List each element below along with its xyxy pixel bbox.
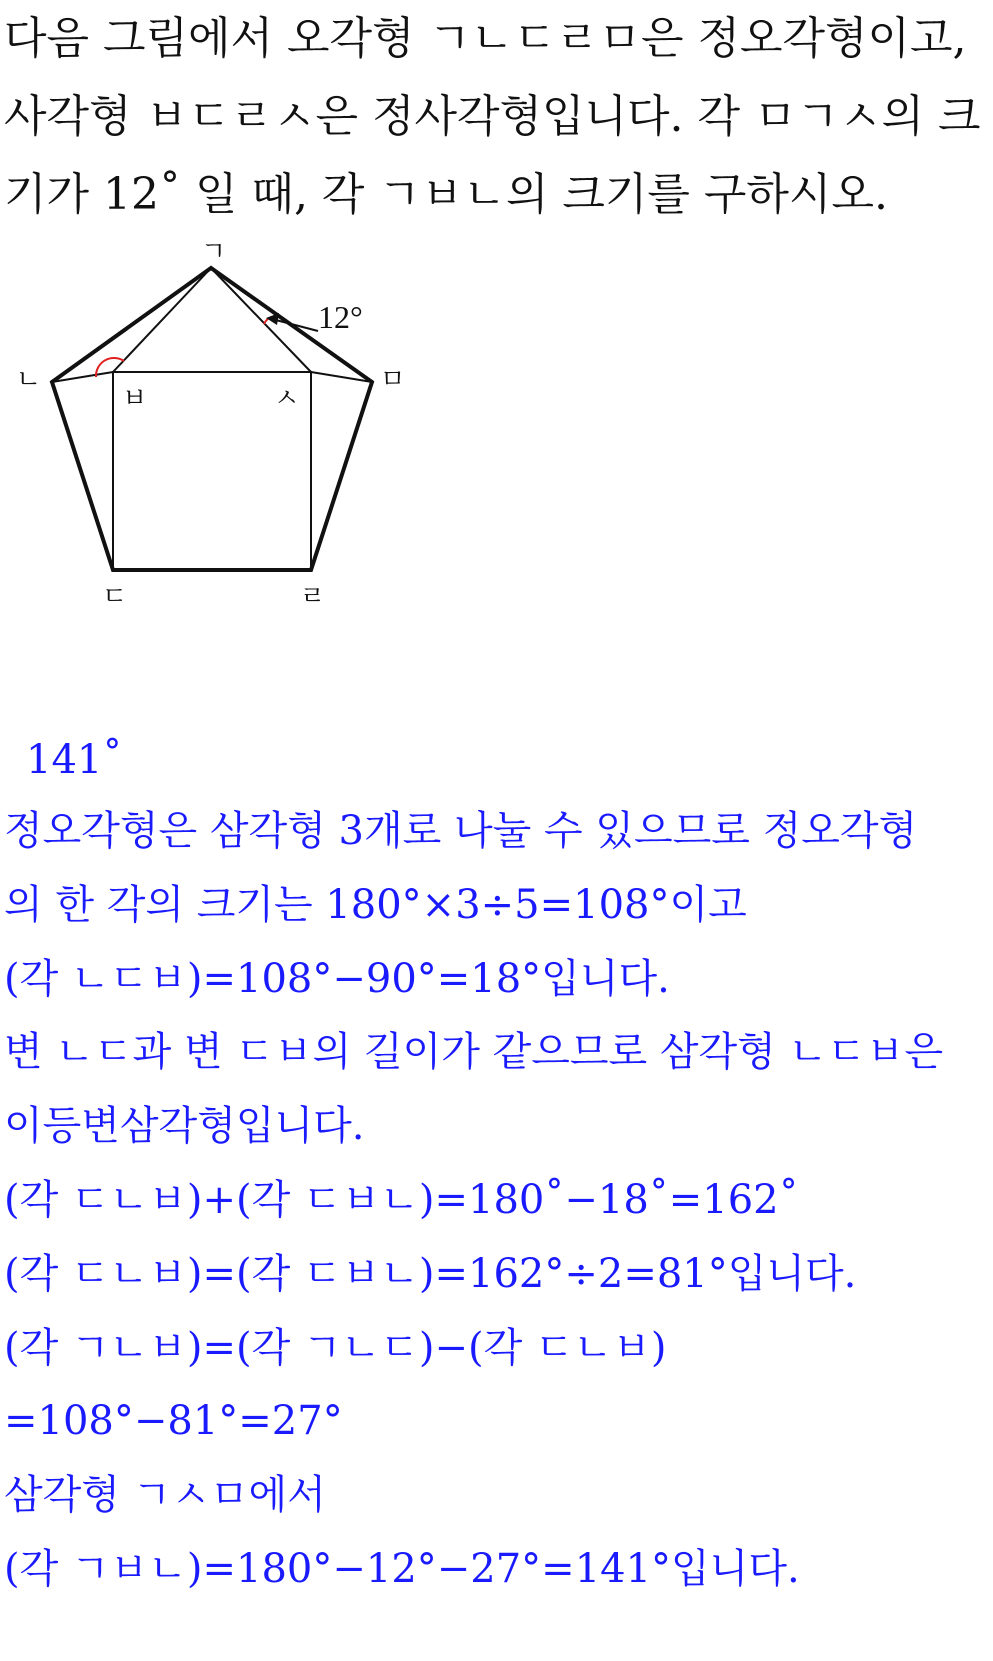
- problem-text: [4, 0, 989, 234]
- vertex-label-m: ㅁ: [380, 365, 406, 395]
- problem-line: 다음 그림에서 오각형 ㄱㄴㄷㄹㅁ은 정오각형이고,: [4, 13, 967, 64]
- solution-line: (각 ㄷㄴㅂ)+(각 ㄷㅂㄴ)=180˚−18˚=162˚: [4, 1176, 799, 1223]
- solution-line: (각 ㄷㄴㅂ)=(각 ㄷㅂㄴ)=162°÷2=81°입니다.: [4, 1250, 857, 1297]
- solution-line: (각 ㄴㄷㅂ)=108°−90°=18°입니다.: [4, 955, 670, 1002]
- vertex-label-n: ㄴ: [16, 365, 42, 395]
- segment-g-b: [113, 268, 211, 372]
- problem-line: 기가 12˚ 일 때, 각 ㄱㅂㄴ의 크기를 구하시오.: [4, 169, 888, 220]
- segment-g-s: [211, 268, 311, 372]
- vertex-label-g: ㄱ: [201, 237, 227, 267]
- angle-label: 12°: [318, 299, 363, 335]
- vertex-label-b: ㅂ: [122, 384, 148, 414]
- vertex-label-r: ㄹ: [300, 582, 326, 612]
- pentagon-diagram: [0, 228, 440, 648]
- vertex-label-d: ㄷ: [102, 582, 128, 612]
- solution-text: [4, 795, 989, 1607]
- arrow-head: [266, 313, 279, 325]
- solution-line: (각 ㄱㅂㄴ)=180°−12°−27°=141°입니다.: [4, 1545, 800, 1592]
- solution-line: 이등변삼각형입니다.: [4, 1103, 365, 1150]
- answer-value: 141˚: [26, 737, 123, 783]
- solution-line: 의 한 각의 크기는 180°×3÷5=108°이고: [4, 881, 747, 928]
- solution-line: 정오각형은 삼각형 3개로 나눌 수 있으므로 정오각형: [4, 808, 918, 854]
- pentagon-figure: [0, 228, 440, 648]
- problem-line: 사각형 ㅂㄷㄹㅅ은 정사각형입니다. 각 ㅁㄱㅅ의 크: [4, 91, 981, 142]
- solution-line: 삼각형 ㄱㅅㅁ에서: [4, 1472, 326, 1519]
- solution-line: 변 ㄴㄷ과 변 ㄷㅂ의 길이가 같으므로 삼각형 ㄴㄷㅂ은: [4, 1029, 944, 1076]
- solution-line: (각 ㄱㄴㅂ)=(각 ㄱㄴㄷ)−(각 ㄷㄴㅂ): [4, 1324, 667, 1371]
- vertex-label-s: ㅅ: [274, 384, 300, 414]
- solution-line: =108°−81°=27°: [4, 1398, 343, 1445]
